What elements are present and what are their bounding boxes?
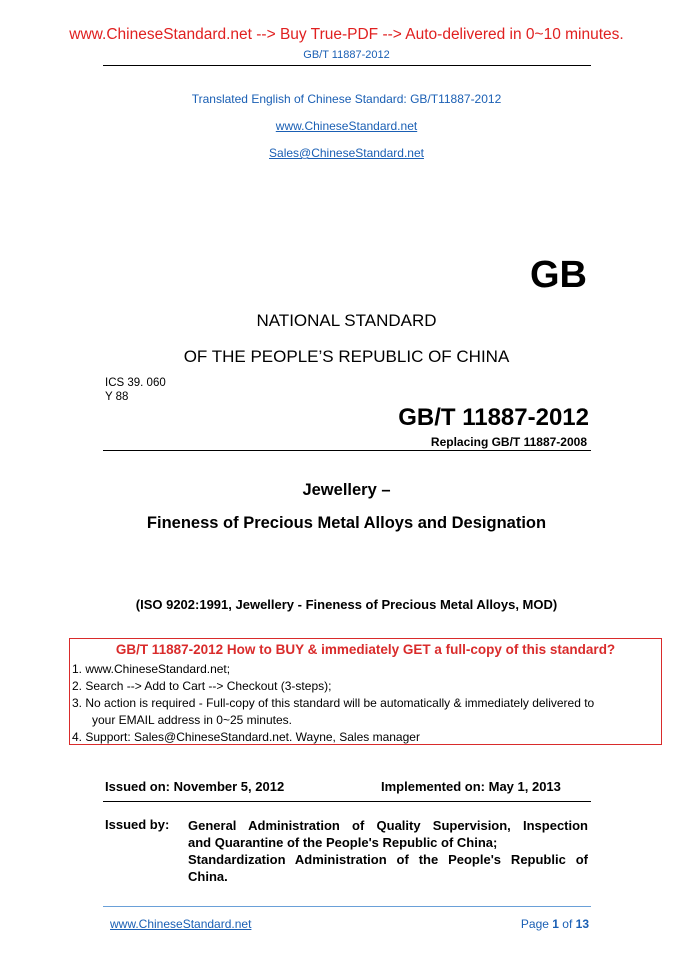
page-separator: of [558, 917, 576, 931]
buy-step-4: 4. Support: Sales@ChineseStandard.net. Wayne, Sales manager [72, 730, 420, 744]
title-line-2: Fineness of Precious Metal Alloys and Designation [146, 514, 547, 532]
iso-reference: (ISO 9202:1991, Jewellery - Fineness of Precious Metal Alloys, MOD) [135, 597, 558, 612]
issued-by-line-1: General Administration of Quality Supervision, Inspection [188, 818, 588, 833]
page-prefix: Page [520, 917, 553, 931]
buy-step-3-cont: your EMAIL address in 0~25 minutes. [72, 713, 292, 727]
website-link-wrap [0, 119, 693, 133]
standard-code: GB/T 11887-2012 [398, 404, 589, 431]
page-indicator [521, 917, 589, 931]
promo-banner[interactable]: www.ChineseStandard.net --> Buy True-PDF --> Auto-delivered in 0~10 minutes. [69, 26, 624, 43]
implemented-on-date: Implemented on: May 1, 2013 [381, 779, 561, 794]
issued-on-date: Issued on: November 5, 2012 [105, 779, 285, 794]
issued-by-line-2: and Quarantine of the People's Republic of China; [188, 835, 498, 850]
header-standard-code: GB/T 11887-2012 [303, 49, 390, 61]
buy-step-3: 3. No action is required - Full-copy of this standard will be automatically & immediately delivered to [72, 696, 595, 710]
buy-box-title: GB/T 11887-2012 How to BUY & immediately GET a full-copy of this standard? [115, 642, 616, 657]
dates-divider [103, 801, 591, 802]
issued-by-label: Issued by: [105, 817, 170, 832]
buy-step-2: 2. Search --> Add to Cart --> Checkout (3-steps); [72, 679, 332, 693]
page-total: 13 [575, 917, 589, 931]
email-link-wrap [0, 146, 693, 160]
title-line-1: Jewellery – [302, 481, 391, 499]
issued-by-line-4: China. [188, 869, 228, 884]
issued-by-authorities [188, 817, 588, 885]
national-standard-heading: NATIONAL STANDARD [256, 311, 437, 330]
buy-step-1[interactable]: 1. www.ChineseStandard.net; [72, 662, 231, 676]
ccs-code: Y 88 [105, 391, 129, 403]
website-link[interactable]: www.ChineseStandard.net [275, 119, 418, 133]
translated-note: Translated English of Chinese Standard: GB/T11887-2012 [191, 92, 502, 106]
issued-by-line-3: Standardization Administration of the People's Republic of [188, 852, 588, 867]
country-heading: OF THE PEOPLE’S REPUBLIC OF CHINA [183, 347, 510, 366]
gb-mark: GB [530, 254, 587, 296]
email-link[interactable]: Sales@ChineseStandard.net [269, 146, 424, 160]
code-divider [103, 450, 591, 451]
header-divider [103, 65, 591, 66]
replacing-note: Replacing GB/T 11887-2008 [430, 435, 587, 449]
footer-website-link[interactable]: www.ChineseStandard.net [110, 917, 252, 931]
footer-divider [103, 906, 591, 907]
page-current: 1 [552, 917, 559, 931]
ics-code: ICS 39. 060 [105, 377, 166, 389]
